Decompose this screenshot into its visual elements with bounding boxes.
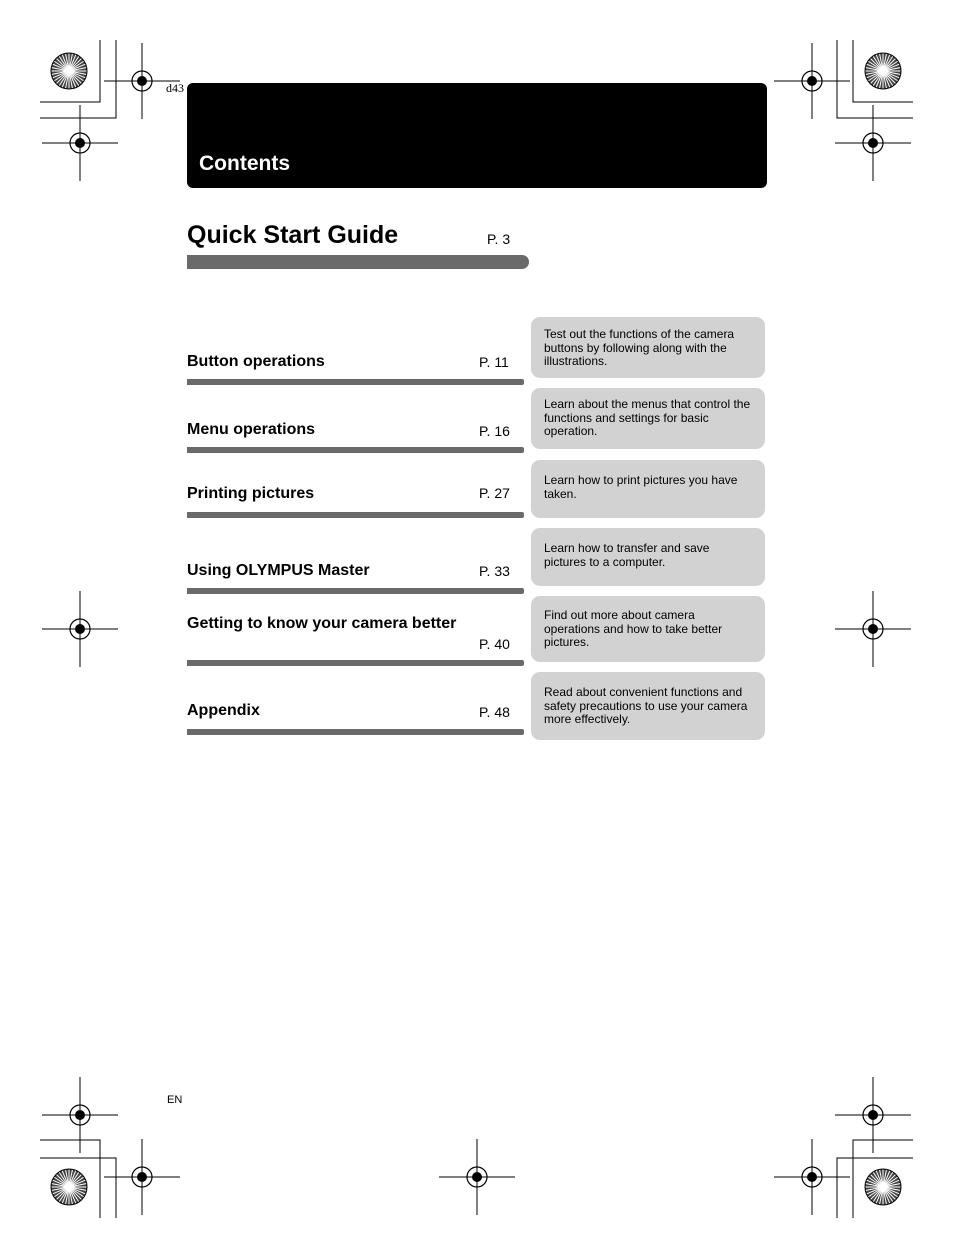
section-description: Test out the functions of the camera buttons by following along with the illustrations. bbox=[531, 317, 765, 378]
section-page-ref[interactable]: P. 33 bbox=[479, 563, 510, 579]
section-page-ref[interactable]: P. 48 bbox=[479, 704, 510, 720]
section-bar bbox=[187, 729, 524, 735]
quick-start-page-ref[interactable]: P. 3 bbox=[487, 231, 511, 247]
section-title-printing-pictures[interactable]: Printing pictures bbox=[187, 485, 315, 502]
section-bar bbox=[187, 512, 524, 518]
section-title-using-olympus-master[interactable]: Using OLYMPUS Master bbox=[187, 562, 370, 579]
section-description: Read about convenient functions and safety precautions to use your camera more effectively. bbox=[531, 672, 765, 740]
section-bar bbox=[187, 660, 524, 666]
language-code: EN bbox=[167, 1094, 183, 1106]
section-bar bbox=[187, 588, 524, 594]
section-description: Learn how to transfer and save pictures to a computer. bbox=[531, 528, 765, 586]
section-title-appendix[interactable]: Appendix bbox=[187, 702, 260, 719]
section-title-button-operations[interactable]: Button operations bbox=[187, 353, 325, 370]
section-title-getting-to-know-your-camera[interactable]: Getting to know your camera better bbox=[187, 615, 457, 632]
page-title: Contents bbox=[199, 152, 290, 175]
section-page-ref[interactable]: P. 27 bbox=[479, 485, 510, 501]
section-description: Find out more about camera operations and how to take better pictures. bbox=[531, 596, 765, 662]
section-description: Learn about the menus that control the functions and settings for basic operation. bbox=[531, 388, 765, 449]
section-bar bbox=[187, 447, 524, 453]
section-page-ref[interactable]: P. 11 bbox=[479, 354, 509, 370]
section-page-ref[interactable]: P. 40 bbox=[479, 636, 510, 652]
section-page-ref[interactable]: P. 16 bbox=[479, 423, 510, 439]
section-title-menu-operations[interactable]: Menu operations bbox=[187, 421, 316, 438]
section-bar bbox=[187, 379, 524, 385]
quick-start-bar bbox=[187, 255, 529, 269]
section-description: Learn how to print pictures you have taken. bbox=[531, 460, 765, 518]
quick-start-title[interactable]: Quick Start Guide bbox=[187, 221, 399, 249]
file-slug-text: d43 bbox=[166, 81, 184, 95]
